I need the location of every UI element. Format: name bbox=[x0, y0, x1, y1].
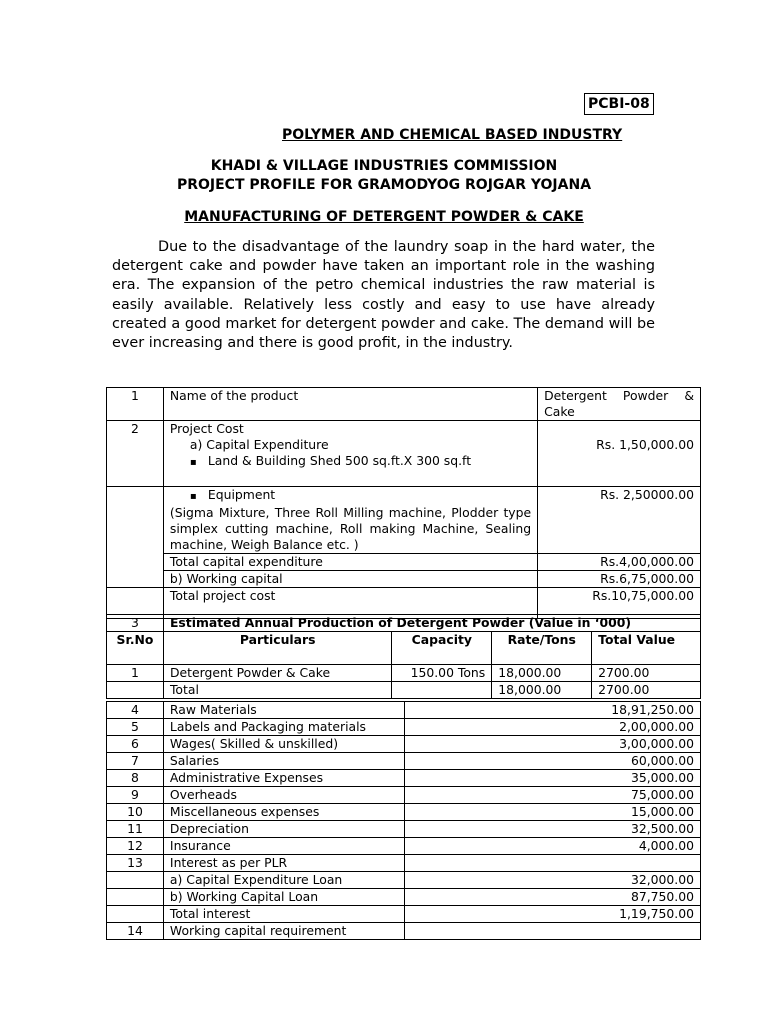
profile-heading: PROJECT PROFILE FOR GRAMODYOG ROJGAR YOJANA bbox=[176, 177, 592, 193]
row-number: 11 bbox=[107, 821, 164, 838]
document-code: PCBI-08 bbox=[584, 93, 654, 115]
land-building-label: Land & Building Shed 500 sq.ft.X 300 sq.ft bbox=[207, 453, 472, 468]
row-value: 4,000.00 bbox=[404, 838, 700, 855]
table-row bbox=[107, 388, 701, 421]
row-number bbox=[107, 872, 164, 889]
equipment-cell bbox=[163, 487, 537, 554]
table-row bbox=[107, 421, 701, 487]
table-row bbox=[107, 906, 701, 923]
table-row bbox=[107, 615, 701, 632]
table-row bbox=[107, 770, 701, 787]
row-value: 32,500.00 bbox=[404, 821, 700, 838]
header-particulars: Particulars bbox=[163, 632, 391, 665]
row-label: Depreciation bbox=[163, 821, 404, 838]
project-cost-label: Project Cost bbox=[169, 421, 244, 436]
row-value: Rs.6,75,000.00 bbox=[538, 571, 701, 588]
table-row bbox=[107, 923, 701, 940]
row-label: Total interest bbox=[163, 906, 404, 923]
table-row bbox=[107, 554, 701, 571]
row-capacity bbox=[392, 682, 492, 699]
row-label: Overheads bbox=[163, 787, 404, 804]
row-label: Labels and Packaging materials bbox=[163, 719, 404, 736]
row-label: Insurance bbox=[163, 838, 404, 855]
table-row bbox=[107, 571, 701, 588]
row-value: 35,000.00 bbox=[404, 770, 700, 787]
row-number: 7 bbox=[107, 753, 164, 770]
row-label: Salaries bbox=[163, 753, 404, 770]
table-row bbox=[107, 855, 701, 872]
commission-heading: KHADI & VILLAGE INDUSTRIES COMMISSION bbox=[210, 158, 558, 174]
expenses-table-body bbox=[107, 702, 701, 940]
row-label: Working capital requirement bbox=[163, 923, 404, 940]
bullet-icon bbox=[190, 487, 208, 502]
table-row bbox=[107, 719, 701, 736]
header-srno: Sr.No bbox=[107, 632, 164, 665]
row-value: Rs.4,00,000.00 bbox=[538, 554, 701, 571]
product-name: Detergent Powder & Cake bbox=[538, 388, 701, 421]
row-value: Rs.10,75,000.00 bbox=[538, 588, 701, 619]
equipment-label: Equipment bbox=[207, 487, 276, 502]
intro-paragraph: Due to the disadvantage of the laundry soap in the hard water, the detergent cake and powder have taken an important role in the washing era. The expansion of the petro chemical industries the raw material is easily available. Relatively less costly and easy to use have already created a good market for detergent powder and cake. The demand will be ever increasing and there is good profit, in the industry. bbox=[112, 239, 655, 352]
table-row bbox=[107, 753, 701, 770]
document-title: MANUFACTURING OF DETERGENT POWDER & CAKE bbox=[184, 209, 584, 225]
header-rate: Rate/Tons bbox=[492, 632, 592, 665]
table-row bbox=[107, 838, 701, 855]
row-value: 87,750.00 bbox=[404, 889, 700, 906]
table-row bbox=[107, 787, 701, 804]
row-label: Raw Materials bbox=[163, 702, 404, 719]
table-row bbox=[107, 889, 701, 906]
row-value: 2,00,000.00 bbox=[404, 719, 700, 736]
equipment-description: (Sigma Mixture, Three Roll Milling machine, Plodder type simplex cutting machine, Roll making Machine, Sealing machine, Weigh Balance etc. ) bbox=[169, 505, 532, 552]
row-number: 5 bbox=[107, 719, 164, 736]
row-label: Total project cost bbox=[163, 588, 537, 619]
capital-expenditure-label: a) Capital Expenditure bbox=[189, 437, 329, 452]
row-value: 3,00,000.00 bbox=[404, 736, 700, 753]
project-cost-cell bbox=[163, 421, 537, 487]
production-title: Estimated Annual Production of Detergent Powder (Value in ‘000) bbox=[163, 615, 700, 632]
land-building-item bbox=[170, 453, 531, 471]
table-row bbox=[107, 682, 701, 699]
row-particulars: Total bbox=[163, 682, 391, 699]
equipment-value: Rs. 2,50000.00 bbox=[538, 487, 701, 554]
row-number: 2 bbox=[107, 421, 164, 487]
industry-heading: POLYMER AND CHEMICAL BASED INDUSTRY bbox=[282, 127, 623, 143]
row-label: Total capital expenditure bbox=[163, 554, 537, 571]
row-number: 3 bbox=[107, 615, 164, 632]
row-number: 8 bbox=[107, 770, 164, 787]
row-number bbox=[107, 682, 164, 699]
row-value: 32,000.00 bbox=[404, 872, 700, 889]
row-label: Administrative Expenses bbox=[163, 770, 404, 787]
equipment-item bbox=[170, 487, 531, 505]
row-value: 18,91,250.00 bbox=[404, 702, 700, 719]
table-row bbox=[107, 736, 701, 753]
row-rate: 18,000.00 bbox=[492, 665, 592, 682]
table-row bbox=[107, 665, 701, 682]
row-number: 1 bbox=[107, 388, 164, 421]
table-row bbox=[107, 487, 701, 554]
row-label: b) Working Capital Loan bbox=[163, 889, 404, 906]
table-header-row bbox=[107, 632, 701, 665]
row-label: Interest as per PLR bbox=[163, 855, 404, 872]
row-number: 14 bbox=[107, 923, 164, 940]
row-rate: 18,000.00 bbox=[492, 682, 592, 699]
expenses-table bbox=[106, 701, 701, 940]
row-label: a) Capital Expenditure Loan bbox=[163, 872, 404, 889]
row-value: 15,000.00 bbox=[404, 804, 700, 821]
row-number: 1 bbox=[107, 665, 164, 682]
row-label: Wages( Skilled & unskilled) bbox=[163, 736, 404, 753]
row-number: 10 bbox=[107, 804, 164, 821]
project-cost-table bbox=[106, 387, 701, 619]
row-value: 1,19,750.00 bbox=[404, 906, 700, 923]
row-total-value: 2700.00 bbox=[592, 682, 701, 699]
production-table bbox=[106, 614, 701, 699]
row-number: 13 bbox=[107, 855, 164, 872]
row-label: b) Working capital bbox=[163, 571, 537, 588]
row-value bbox=[404, 855, 700, 872]
row-value: 75,000.00 bbox=[404, 787, 700, 804]
row-capacity: 150.00 Tons bbox=[392, 665, 492, 682]
land-building-value: Rs. 1,50,000.00 bbox=[538, 421, 701, 487]
row-total-value: 2700.00 bbox=[592, 665, 701, 682]
row-number: 12 bbox=[107, 838, 164, 855]
table-row bbox=[107, 804, 701, 821]
row-number: 9 bbox=[107, 787, 164, 804]
row-number: 6 bbox=[107, 736, 164, 753]
row-number bbox=[107, 889, 164, 906]
row-number bbox=[107, 906, 164, 923]
row-number: 4 bbox=[107, 702, 164, 719]
row-label: Miscellaneous expenses bbox=[163, 804, 404, 821]
table-row bbox=[107, 872, 701, 889]
row-value bbox=[404, 923, 700, 940]
header-total-value: Total Value bbox=[592, 632, 701, 665]
row-label: Name of the product bbox=[163, 388, 537, 421]
row-particulars: Detergent Powder & Cake bbox=[163, 665, 391, 682]
row-value: 60,000.00 bbox=[404, 753, 700, 770]
header-capacity: Capacity bbox=[392, 632, 492, 665]
table-row bbox=[107, 821, 701, 838]
table-row bbox=[107, 702, 701, 719]
bullet-icon bbox=[190, 453, 208, 468]
